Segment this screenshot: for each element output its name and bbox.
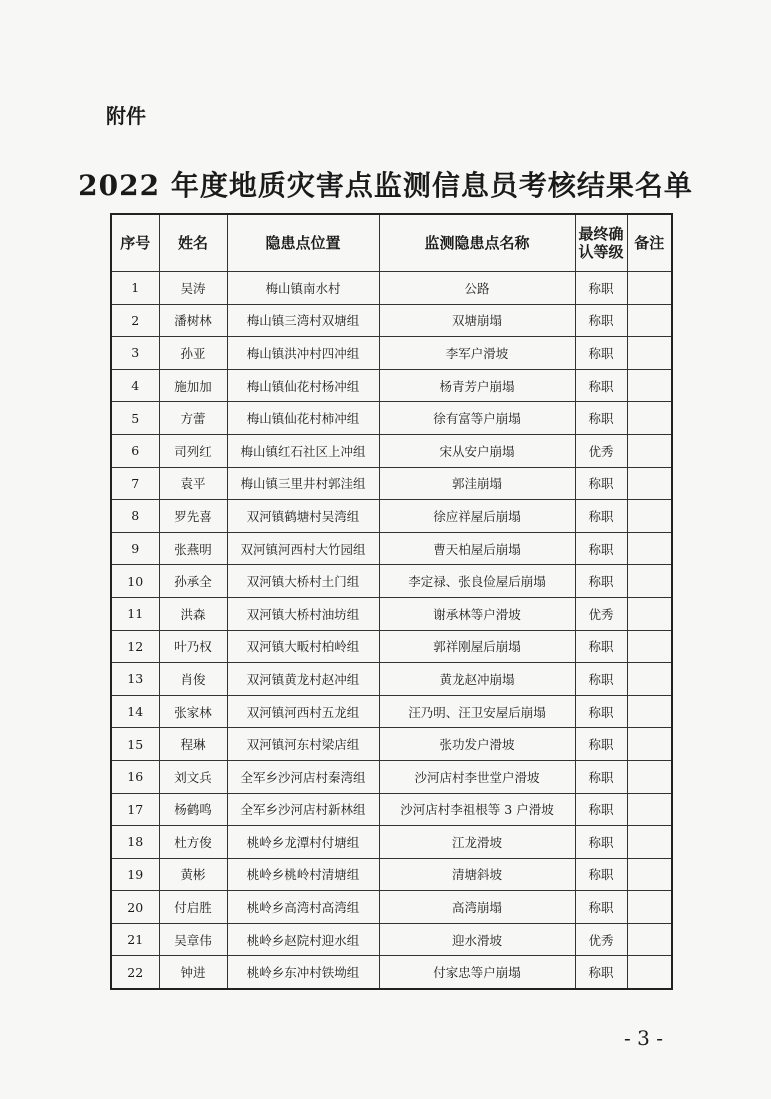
cell-grade: 称职 [575, 858, 627, 891]
cell-number: 1 [111, 272, 159, 305]
cell-number: 22 [111, 956, 159, 989]
cell-grade: 称职 [575, 467, 627, 500]
cell-name: 洪森 [159, 597, 227, 630]
cell-number: 9 [111, 532, 159, 565]
cell-note [627, 760, 672, 793]
cell-number: 3 [111, 337, 159, 370]
table-row [111, 597, 672, 630]
cell-grade: 称职 [575, 565, 627, 598]
cell-point: 徐应祥屋后崩塌 [379, 500, 575, 533]
cell-note [627, 597, 672, 630]
cell-grade: 优秀 [575, 434, 627, 467]
table-row [111, 532, 672, 565]
cell-location: 梅山镇三里井村郭洼组 [227, 467, 379, 500]
cell-name: 张家林 [159, 695, 227, 728]
cell-number: 8 [111, 500, 159, 533]
cell-name: 吴章伟 [159, 923, 227, 956]
cell-grade: 称职 [575, 304, 627, 337]
cell-grade: 称职 [575, 760, 627, 793]
cell-note [627, 369, 672, 402]
cell-location: 梅山镇洪冲村四冲组 [227, 337, 379, 370]
cell-location: 全军乡沙河店村秦湾组 [227, 760, 379, 793]
cell-location: 双河镇大桥村土门组 [227, 565, 379, 598]
cell-grade: 称职 [575, 793, 627, 826]
cell-number: 4 [111, 369, 159, 402]
cell-location: 梅山镇仙花村柿冲组 [227, 402, 379, 435]
cell-grade: 称职 [575, 956, 627, 989]
cell-grade: 称职 [575, 695, 627, 728]
cell-name: 吴涛 [159, 272, 227, 305]
cell-grade: 称职 [575, 532, 627, 565]
cell-grade: 称职 [575, 663, 627, 696]
cell-location: 桃岭乡东冲村铁坳组 [227, 956, 379, 989]
cell-name: 施加加 [159, 369, 227, 402]
cell-location: 双河镇大畈村柏岭组 [227, 630, 379, 663]
table-row [111, 500, 672, 533]
cell-name: 杜方俊 [159, 826, 227, 859]
cell-number: 16 [111, 760, 159, 793]
cell-note [627, 434, 672, 467]
page-number: - 3 - [624, 1026, 663, 1050]
cell-name: 刘文兵 [159, 760, 227, 793]
cell-point: 郭洼崩塌 [379, 467, 575, 500]
column-header-point: 监测隐患点名称 [379, 214, 575, 272]
cell-number: 7 [111, 467, 159, 500]
cell-grade: 优秀 [575, 597, 627, 630]
cell-number: 11 [111, 597, 159, 630]
cell-location: 双河镇河西村五龙组 [227, 695, 379, 728]
table-row [111, 565, 672, 598]
cell-name: 黄彬 [159, 858, 227, 891]
column-header-number: 序号 [111, 214, 159, 272]
cell-name: 孙亚 [159, 337, 227, 370]
cell-note [627, 500, 672, 533]
results-table [110, 213, 673, 990]
table-row [111, 760, 672, 793]
table-row [111, 663, 672, 696]
cell-number: 21 [111, 923, 159, 956]
cell-location: 梅山镇红石社区上冲组 [227, 434, 379, 467]
cell-location: 桃岭乡赵院村迎水组 [227, 923, 379, 956]
cell-number: 18 [111, 826, 159, 859]
cell-name: 张燕明 [159, 532, 227, 565]
column-header-name: 姓名 [159, 214, 227, 272]
cell-note [627, 956, 672, 989]
cell-number: 14 [111, 695, 159, 728]
cell-grade: 称职 [575, 728, 627, 761]
table-row [111, 337, 672, 370]
cell-grade: 称职 [575, 369, 627, 402]
cell-point: 江龙滑坡 [379, 826, 575, 859]
table-row [111, 467, 672, 500]
cell-point: 宋从安户崩塌 [379, 434, 575, 467]
cell-location: 梅山镇南水村 [227, 272, 379, 305]
cell-name: 程琳 [159, 728, 227, 761]
cell-point: 清塘斜坡 [379, 858, 575, 891]
table-row [111, 304, 672, 337]
cell-name: 杨鹤鸣 [159, 793, 227, 826]
cell-note [627, 858, 672, 891]
cell-number: 15 [111, 728, 159, 761]
cell-number: 2 [111, 304, 159, 337]
cell-grade: 称职 [575, 500, 627, 533]
cell-point: 付家忠等户崩塌 [379, 956, 575, 989]
cell-point: 杨青芳户崩塌 [379, 369, 575, 402]
table-row [111, 923, 672, 956]
cell-note [627, 891, 672, 924]
cell-note [627, 565, 672, 598]
cell-number: 13 [111, 663, 159, 696]
cell-location: 双河镇鹤塘村吴湾组 [227, 500, 379, 533]
cell-note [627, 402, 672, 435]
cell-name: 司列红 [159, 434, 227, 467]
cell-location: 双河镇黄龙村赵冲组 [227, 663, 379, 696]
cell-grade: 称职 [575, 402, 627, 435]
cell-location: 梅山镇仙花村杨冲组 [227, 369, 379, 402]
cell-note [627, 337, 672, 370]
cell-note [627, 923, 672, 956]
column-header-grade: 最终确认等级 [575, 214, 627, 272]
cell-point: 沙河店村李世堂户滑坡 [379, 760, 575, 793]
column-header-note: 备注 [627, 214, 672, 272]
cell-note [627, 793, 672, 826]
cell-name: 付启胜 [159, 891, 227, 924]
cell-name: 叶乃权 [159, 630, 227, 663]
cell-point: 徐有富等户崩塌 [379, 402, 575, 435]
cell-location: 双河镇河西村大竹园组 [227, 532, 379, 565]
cell-note [627, 272, 672, 305]
cell-location: 桃岭乡桃岭村清塘组 [227, 858, 379, 891]
cell-note [627, 304, 672, 337]
cell-note [627, 826, 672, 859]
cell-point: 黄龙赵冲崩塌 [379, 663, 575, 696]
cell-point: 沙河店村李祖根等 3 户滑坡 [379, 793, 575, 826]
cell-point: 谢承林等户滑坡 [379, 597, 575, 630]
cell-point: 张功发户滑坡 [379, 728, 575, 761]
table-row [111, 826, 672, 859]
table-row [111, 402, 672, 435]
table-header-row [111, 214, 672, 272]
cell-number: 20 [111, 891, 159, 924]
cell-grade: 称职 [575, 891, 627, 924]
table-row [111, 728, 672, 761]
table-body [111, 272, 672, 990]
cell-number: 10 [111, 565, 159, 598]
cell-name: 方蕾 [159, 402, 227, 435]
cell-point: 曹天柏屋后崩塌 [379, 532, 575, 565]
cell-grade: 称职 [575, 337, 627, 370]
table-row [111, 891, 672, 924]
cell-point: 双塘崩塌 [379, 304, 575, 337]
cell-number: 19 [111, 858, 159, 891]
cell-name: 肖俊 [159, 663, 227, 696]
cell-note [627, 663, 672, 696]
cell-location: 桃岭乡龙潭村付塘组 [227, 826, 379, 859]
cell-point: 郭祥刚屋后崩塌 [379, 630, 575, 663]
cell-name: 钟进 [159, 956, 227, 989]
cell-name: 罗先喜 [159, 500, 227, 533]
cell-point: 公路 [379, 272, 575, 305]
cell-point: 李定禄、张良俭屋后崩塌 [379, 565, 575, 598]
column-header-location: 隐患点位置 [227, 214, 379, 272]
cell-point: 李军户滑坡 [379, 337, 575, 370]
cell-grade: 优秀 [575, 923, 627, 956]
table-row [111, 793, 672, 826]
cell-location: 梅山镇三湾村双塘组 [227, 304, 379, 337]
table-row [111, 630, 672, 663]
cell-note [627, 630, 672, 663]
cell-grade: 称职 [575, 272, 627, 305]
cell-note [627, 532, 672, 565]
cell-number: 12 [111, 630, 159, 663]
document-title: 2022 年度地质灾害点监测信息员考核结果名单 [78, 169, 693, 202]
cell-note [627, 695, 672, 728]
table-row [111, 956, 672, 989]
cell-grade: 称职 [575, 826, 627, 859]
cell-number: 17 [111, 793, 159, 826]
cell-number: 5 [111, 402, 159, 435]
cell-location: 桃岭乡高湾村高湾组 [227, 891, 379, 924]
cell-point: 汪乃明、汪卫安屋后崩塌 [379, 695, 575, 728]
cell-location: 全军乡沙河店村新林组 [227, 793, 379, 826]
cell-note [627, 467, 672, 500]
table-row [111, 434, 672, 467]
cell-number: 6 [111, 434, 159, 467]
cell-name: 袁平 [159, 467, 227, 500]
table-row [111, 695, 672, 728]
attachment-label: 附件 [106, 104, 146, 128]
cell-point: 高湾崩塌 [379, 891, 575, 924]
cell-name: 孙承全 [159, 565, 227, 598]
cell-location: 双河镇河东村梁店组 [227, 728, 379, 761]
cell-location: 双河镇大桥村油坊组 [227, 597, 379, 630]
table-row [111, 858, 672, 891]
cell-point: 迎水滑坡 [379, 923, 575, 956]
cell-grade: 称职 [575, 630, 627, 663]
cell-name: 潘树林 [159, 304, 227, 337]
table-row [111, 272, 672, 305]
cell-note [627, 728, 672, 761]
table-row [111, 369, 672, 402]
